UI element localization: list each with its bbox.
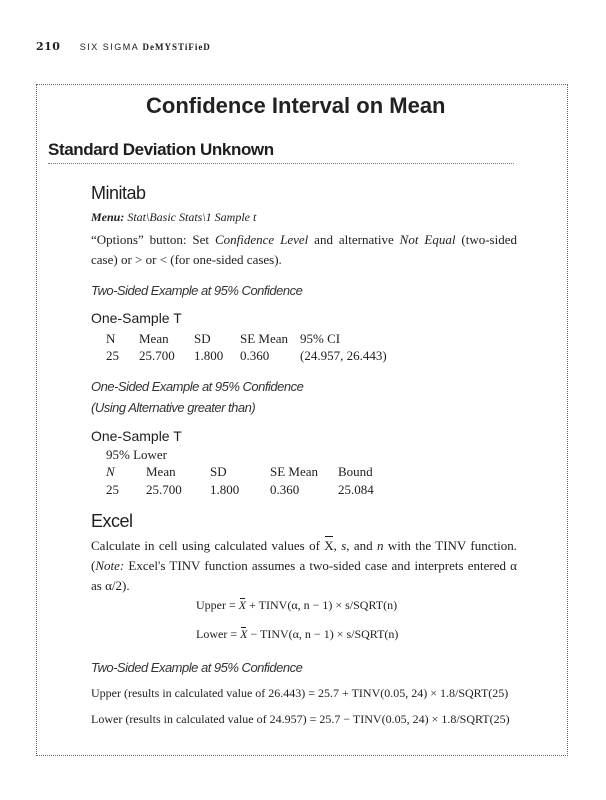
ex1-val-n: 25	[106, 348, 119, 363]
example2-heading-2: (Using Alternative greater than)	[91, 400, 256, 415]
lower-formula: Lower = X − TINV(α, n − 1) × s/SQRT(n)	[196, 627, 399, 641]
book-title: SIX SIGMA	[79, 42, 140, 52]
ex1-val-mean: 25.700	[139, 348, 175, 363]
book-title-demystified: DeMYSTiFieD	[142, 42, 211, 52]
example2-heading-1: One-Sided Example at 95% Confidence	[91, 379, 304, 394]
ex1-col-ci: 95% CI	[300, 331, 341, 346]
options-alt: Not Equal	[399, 232, 456, 247]
subtitle-divider	[48, 163, 514, 164]
running-head	[36, 40, 211, 53]
options-conf: Confidence Level	[214, 232, 309, 247]
example1-heading: Two-Sided Example at 95% Confidence	[91, 283, 303, 298]
menu-path: Stat\Basic Stats\1 Sample t	[127, 210, 257, 224]
menu-label: Menu:	[91, 210, 125, 224]
ex1-col-mean: Mean	[139, 331, 169, 346]
ex2-col-semean: SE Mean	[270, 464, 319, 479]
upper-result: Upper (results in calculated value of 26.443) = 25.7 + TINV(0.05, 24) × 1.8/SQRT(25)	[91, 686, 509, 700]
note-label: Note:	[95, 558, 125, 573]
ex2-col-sd: SD	[210, 464, 227, 479]
note-text: Excel's TINV function assumes a two-sided case and interprets entered α as α/2).	[91, 558, 517, 593]
excel-n: n	[376, 538, 384, 553]
excel-example-heading: Two-Sided Example at 95% Confidence	[91, 660, 303, 675]
excel-p1: Calculate in cell using calculated values of	[91, 538, 325, 553]
ex2-col-n: N	[106, 464, 115, 479]
note-open: (	[91, 558, 96, 573]
ex2-val-mean: 25.700	[146, 482, 182, 497]
excel-paragraph	[91, 536, 517, 596]
ex2-val-bound: 25.084	[338, 482, 374, 497]
excel-heading: Excel	[91, 511, 133, 531]
ex2-val-sd: 1.800	[210, 482, 240, 497]
options-mid: and alternative	[308, 232, 400, 247]
excel-sep: ,	[333, 538, 342, 553]
options-end: (two-sided case) or > or < (for one-sided cases).	[91, 232, 517, 267]
ex2-col-bound: Bound	[338, 464, 373, 479]
ex1-col-sd: SD	[194, 331, 211, 346]
upper-formula: Upper = X + TINV(α, n − 1) × s/SQRT(n)	[196, 598, 398, 612]
x-bar-symbol: X	[324, 536, 333, 556]
lower-result: Lower (results in calculated value of 24.957) = 25.7 − TINV(0.05, 24) × 1.8/SQRT(25)	[91, 712, 510, 726]
excel-and: , and	[346, 538, 377, 553]
ex2-val-n: 25	[106, 482, 119, 497]
options-intro: “Options” button: Set	[91, 232, 215, 247]
excel-s: s	[341, 538, 347, 553]
ex1-col-n: N	[106, 331, 116, 346]
excel-p1-end: with the TINV function.	[383, 538, 517, 553]
page-number: 210	[36, 40, 61, 53]
ex1-val-ci: (24.957, 26.443)	[300, 348, 387, 363]
ex1-col-semean: SE Mean	[240, 331, 289, 346]
example2-output-title: One-Sample T	[91, 428, 182, 444]
ex1-val-sd: 1.800	[194, 348, 224, 363]
minitab-heading: Minitab	[91, 183, 146, 203]
menu-line	[91, 210, 256, 225]
ex1-val-semean: 0.360	[240, 348, 270, 363]
ex2-val-semean: 0.360	[270, 482, 300, 497]
ex2-col-mean: Mean	[146, 464, 176, 479]
example2-bound-label: 95% Lower	[106, 447, 168, 462]
options-paragraph	[91, 230, 517, 270]
example1-output-title: One-Sample T	[91, 310, 182, 326]
section-subtitle: Standard Deviation Unknown	[48, 140, 274, 159]
page-title: Confidence Interval on Mean	[146, 93, 446, 118]
